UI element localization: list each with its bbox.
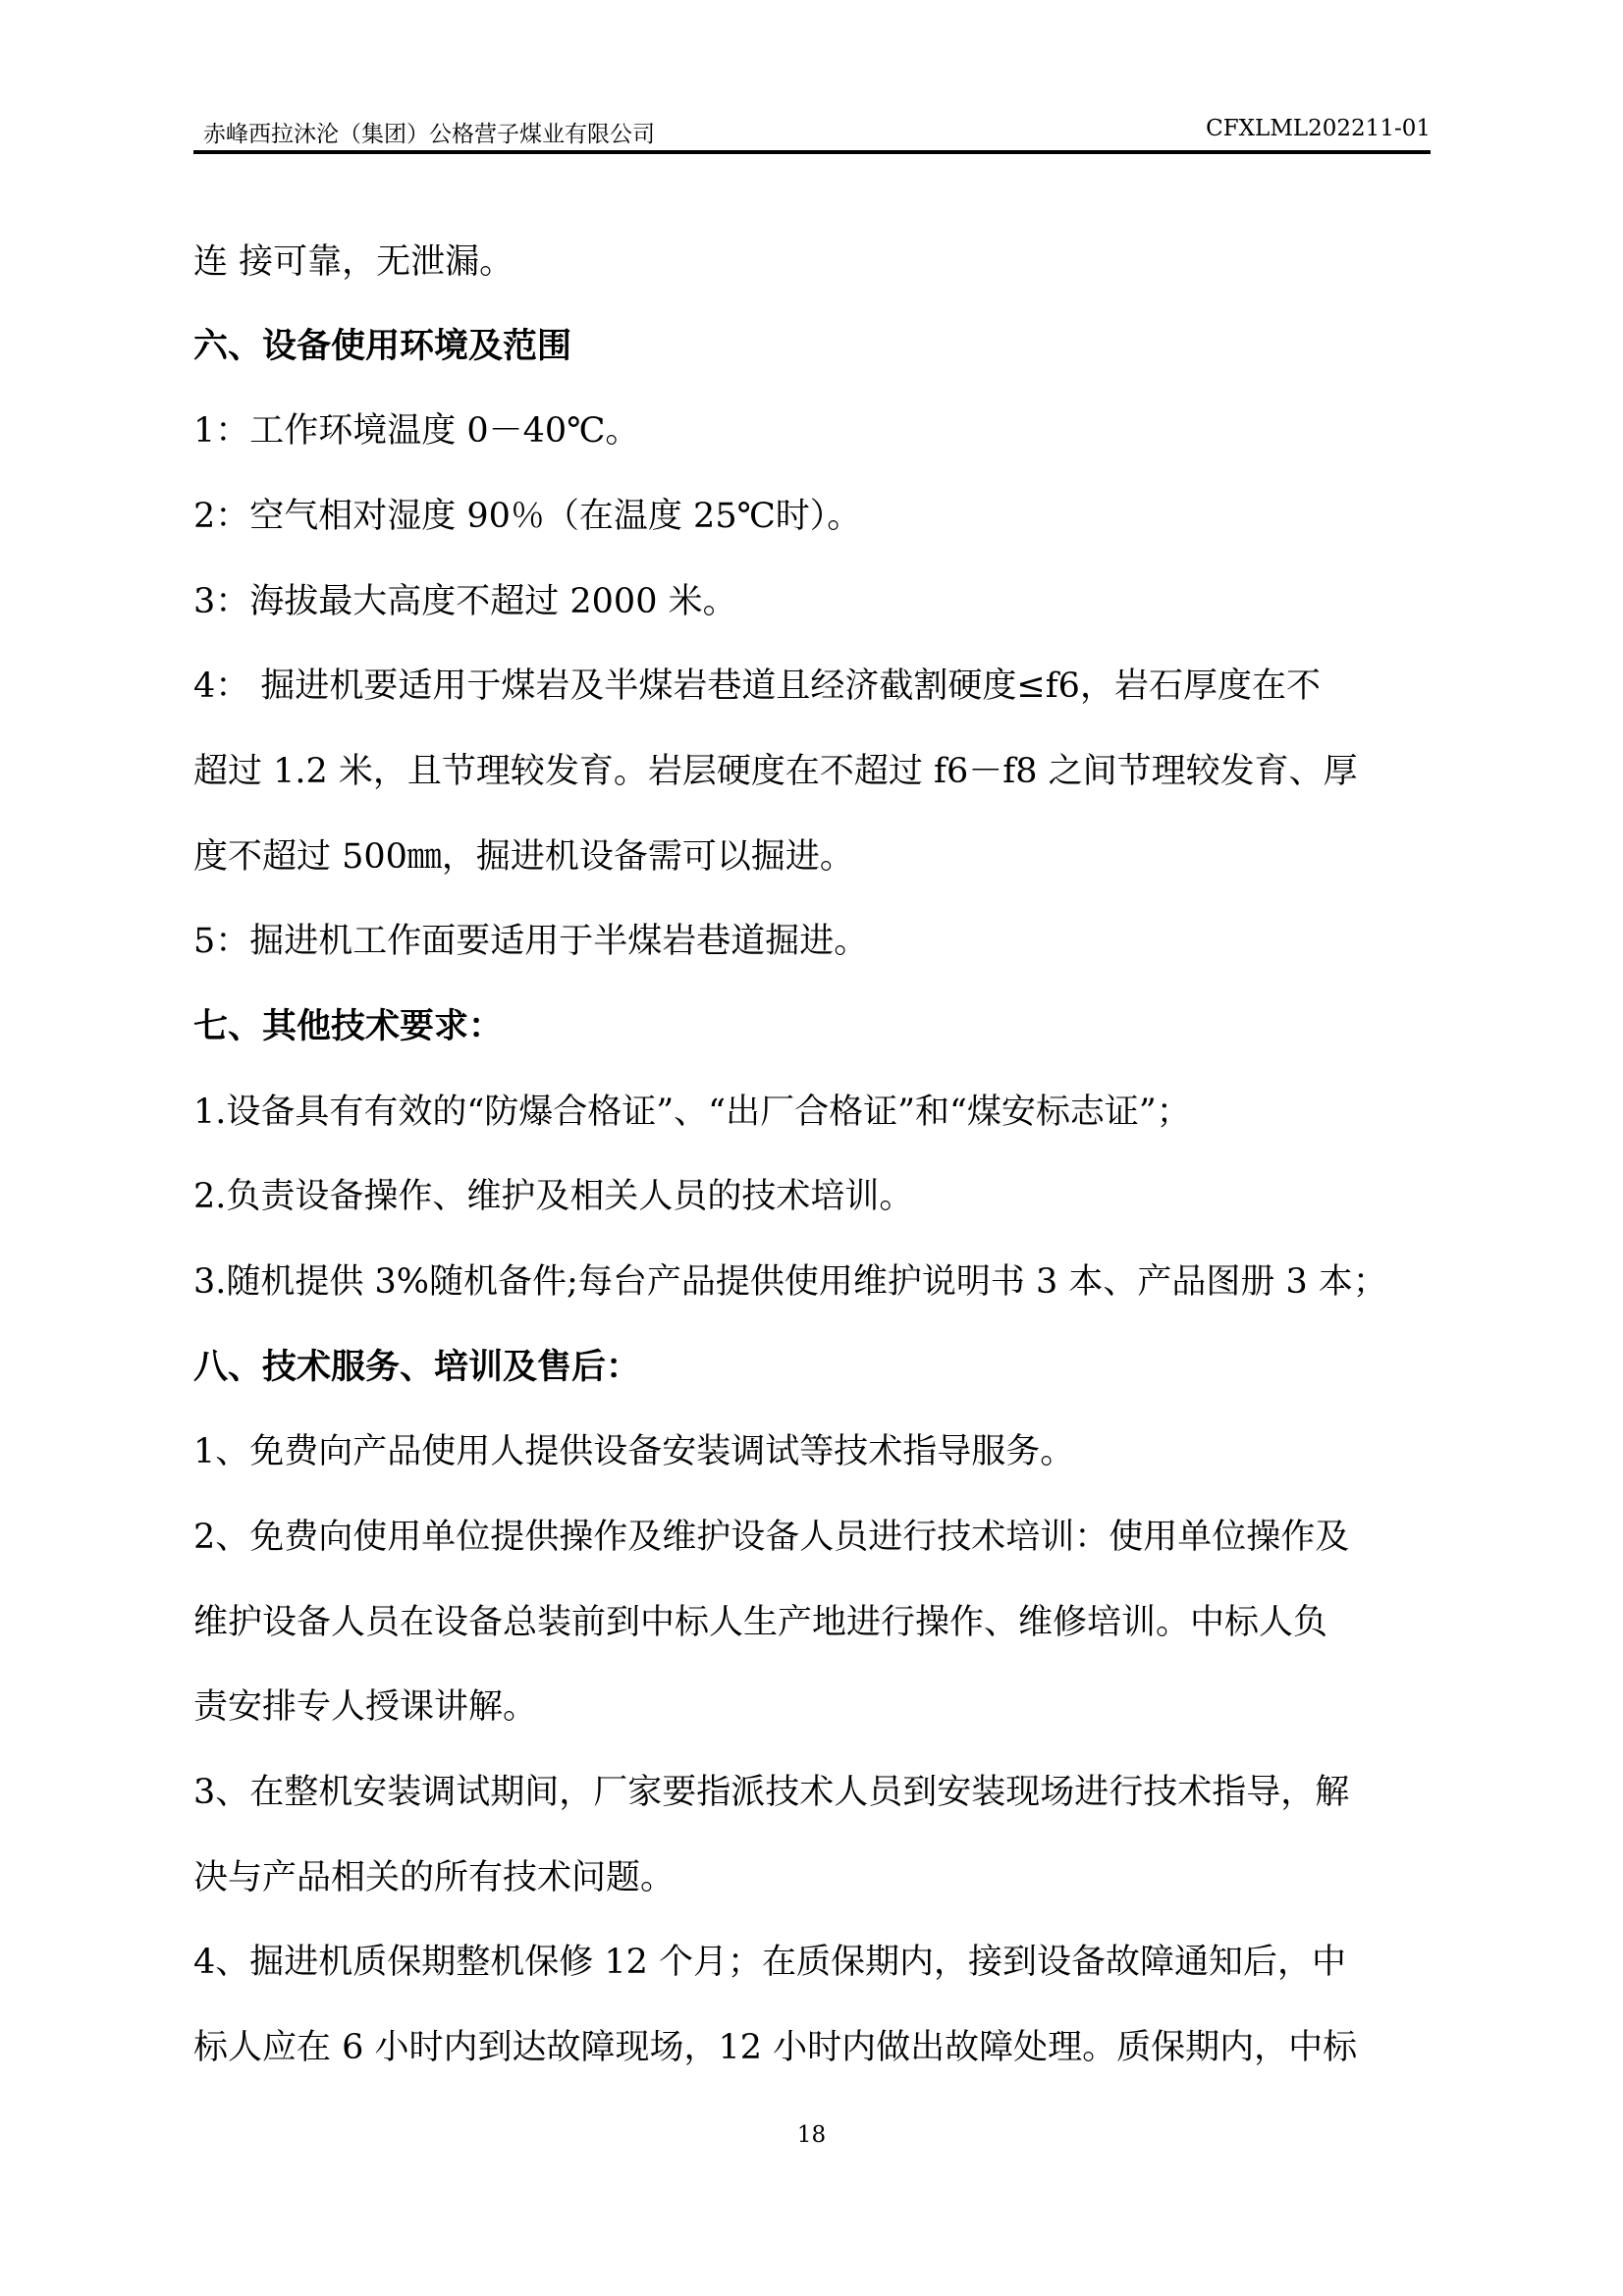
paragraph-line: 2.负责设备操作、维护及相关人员的技术培训。 [193,1177,914,1216]
paragraph-line: 度不超过 500㎜，掘进机设备需可以掘进。 [193,837,854,877]
paragraph-line: 4： 掘进机要适用于煤岩及半煤岩巷道且经济截割硬度≤f6，岩石厚度在不 [193,667,1321,706]
paragraph-line: 标人应在 6 小时内到达故障现场，12 小时内做出故障处理。质保期内，中标 [193,2028,1358,2067]
paragraph-line: 2、免费向使用单位提供操作及维护设备人员进行技术培训：使用单位操作及 [193,1518,1350,1557]
paragraph-line: 3、在整机安装调试期间，厂家要指派技术人员到安装现场进行技术指导，解 [193,1773,1350,1812]
page-header [193,116,1431,155]
paragraph-line: 决与产品相关的所有技术问题。 [193,1858,676,1897]
paragraph-line: 4、掘进机质保期整机保修 12 个月；在质保期内，接到设备故障通知后，中 [193,1943,1347,1982]
header-divider [193,150,1431,154]
paragraph-line: 1、免费向产品使用人提供设备安装调试等技术指导服务。 [193,1432,1075,1471]
page-number: 18 [796,2122,827,2148]
paragraph-line: 超过 1.2 米，且节理较发育。岩层硬度在不超过 f6－f8 之间节理较发育、厚 [193,752,1358,791]
paragraph-line: 3：海拔最大高度不超过 2000 米。 [193,582,737,621]
paragraph-line: 2：空气相对湿度 90％（在温度 25℃时）。 [193,497,862,536]
paragraph-line: 维护设备人员在设备总装前到中标人生产地进行操作、维修培训。中标人负 [193,1603,1328,1642]
paragraph-line: 责安排专人授课讲解。 [193,1687,538,1727]
document-number: CFXLML202211-01 [1206,116,1431,141]
paragraph-line: 1：工作环境温度 0－40℃。 [193,411,640,451]
paragraph-line: 1.设备具有有效的“防爆合格证”、“出厂合格证”和“煤安标志证”； [193,1093,1191,1132]
paragraph-line: 5：掘进机工作面要适用于半煤岩巷道掘进。 [193,922,869,961]
section-heading-6: 六、设备使用环境及范围 [193,326,572,366]
paragraph-line: 连 接可靠，无泄漏。 [193,242,514,282]
company-name: 赤峰西拉沐沦（集团）公格营子煤业有限公司 [203,122,655,147]
section-heading-7: 七、其他技术要求： [193,1006,504,1046]
section-heading-8: 八、技术服务、培训及售后： [193,1347,641,1387]
paragraph-line: 3.随机提供 3%随机备件;每台产品提供使用维护说明书 3 本、产品图册 3 本； [193,1262,1387,1302]
